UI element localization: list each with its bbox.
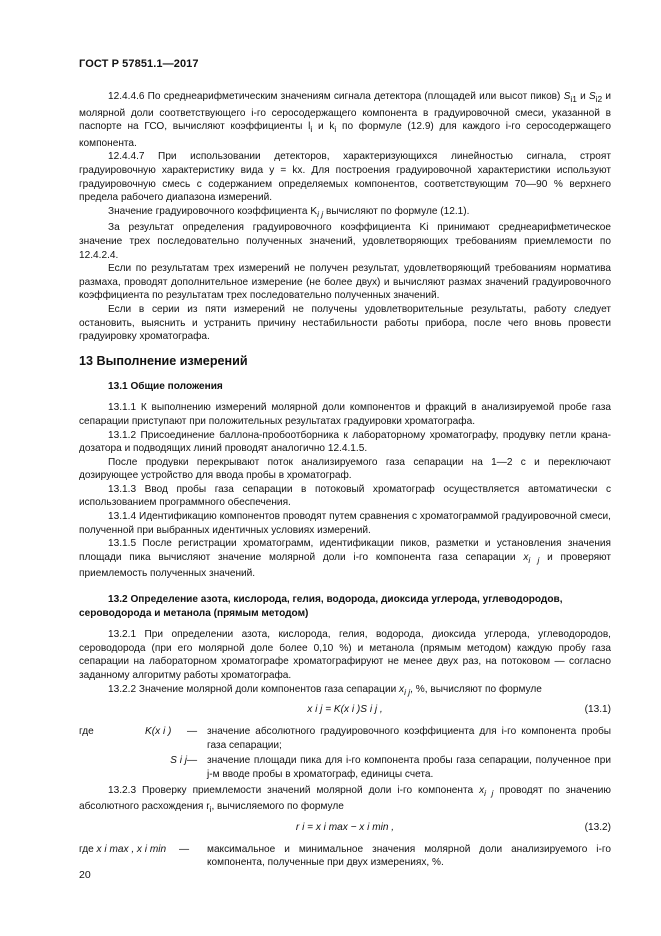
paragraph-13-1-2-b: После продувки перекрывают поток анализируемого газа сепарации на 1—2 с и переключают дозирующее устройство для ввода пробы в хроматограф. (79, 456, 611, 482)
formula-13-2-number: (13.2) (584, 821, 611, 833)
document-body (79, 90, 611, 870)
paragraph-13-1-5: 13.1.5 После регистрации хроматограмм, идентификации пиков, разметки и установления значения площади пика вычисляют значение молярной доли i-го компонента газа сепарации $x_{i j}$ и проверяют приемлемость полученных значений. (79, 538, 612, 580)
formula-13-1-number: (13.1) (584, 704, 611, 716)
formula-13-2 (79, 817, 611, 841)
where-item-x (79, 843, 611, 870)
paragraph-result: За результат определения градуировочного коэффициента Ki принимают среднеарифметическое значение трех последовательно полученных значений, удовлетворяющих требованиям приемлемости по 12.4.2.4. (79, 222, 611, 261)
where-symbol-s: S i j (170, 755, 187, 767)
page-number: 20 (79, 869, 91, 881)
where-item-k (79, 725, 611, 752)
paragraph-12-4-4-6: 12.4.4.6 По среднеарифметическим значениям сигнала детектора (площадей или высот пиков) $S_{i1}$ и $S_{i2}$ и молярной доли соответствующего i-го серосодержащего компонента в градуировочной смеси, указанной в паспорте на ГСО, вычисляют коэффициенты $l_i$ и $k_i$ по формуле (12.9) для каждого i-го серосодержащего компонента. (79, 91, 611, 149)
where-text-x: максимальное и минимальное значения молярной доли анализируемого i-го компонента, полученные при двух измерениях, %. (207, 843, 611, 869)
paragraph-13-2-2: 13.2.2 Значение молярной доли компонентов газа сепарации $x_{i j}$, %, вычисляют по формуле (108, 683, 542, 697)
paragraph-12-4-4-7: 12.4.4.7 При использовании детекторов, характеризующихся линейностью сигнала, строят градуировочную характеристику вида y = kx. Для построения градуировочной характеристики используют градуировочную смесь с содержанием определяемых компонентов, соответствующим 70—90 % верхнего предела рабочего диапазона измерений. (79, 151, 611, 204)
where-text-k: значение абсолютного градуировочного коэффициента для i-го компонента пробы газа сепарации; (207, 726, 611, 751)
where-text-s: значение площади пика для i-го компонента пробы газа сепарации, полученное при j-м вводе пробы в хроматограф, единицы счета. (207, 755, 611, 781)
where-dash: — (179, 843, 190, 855)
paragraph-13-1-1: 13.1.1 К выполнению измерений молярной доли компонентов и фракций в анализируемой пробе газа сепарации приступают при положительных результатах градуировки хроматографа. (79, 402, 611, 427)
where-label-2: где (79, 843, 94, 855)
standard-header: ГОСТ Р 57851.1—2017 (79, 58, 199, 70)
where-label: где (79, 726, 94, 738)
section-13-title: 13 Выполнение измерений (79, 353, 248, 368)
where-dash: — (187, 755, 198, 767)
paragraph-series: Если в серии из пяти измерений не получены удовлетворительные результаты, работу следует остановить, выяснить и устранить причину нестабильности работы прибора, после чего вновь провести градуировку хроматографа. (79, 303, 611, 343)
paragraph-13-1-4: 13.1.4 Идентификацию компонентов проводят путем сравнения с хроматограммой градуировочной смеси, полученной при выбранных идентичных условиях измерений. (79, 511, 611, 536)
section-13-1-title: 13.1 Общие положения (108, 380, 223, 392)
formula-13-2-expression: r i = x i max − x i min , (295, 821, 395, 833)
formula-13-1-expression: x i j = K(x i )S i j , (307, 704, 383, 716)
formula-13-1 (79, 699, 611, 723)
where-symbol-k: K(x i ) (145, 726, 172, 738)
where-symbol-x: x i max , x i min (96, 843, 167, 855)
paragraph-13-1-2: 13.1.2 Присоединение баллона-пробоотборника к лабораторному хроматографу, продувку петли крана-дозатора и подводящих линий проводят аналогично 12.4.1.5. (79, 429, 611, 455)
paragraph-range: Если по результатам трех измерений не получен результат, удовлетворяющий требованиям норматива размаха, проводят дополнительное измерение (не более двух) и вычисляют размах значений градуировочного коэффициента по результатам трех последовательно полученных значений. (79, 263, 611, 302)
section-13-2-title: 13.2 Определение азота, кислорода, гелия, водорода, диоксида углерода, углеводородов, сероводорода и метанола (прямым методом) (79, 594, 563, 619)
paragraph-coefficient: Значение градуировочного коэффициента $K_{i j}$ вычисляют по формуле (12.1). (108, 205, 470, 219)
where-dash: — (187, 726, 198, 738)
paragraph-13-1-3: 13.1.3 Ввод пробы газа сепарации в потоковый хроматограф осуществляется автоматически с использованием программного обеспечения. (79, 483, 611, 509)
paragraph-13-2-1: 13.2.1 При определении азота, кислорода, гелия, водорода, диоксида углерода, углеводородов, сероводорода (при его молярной доле более 0,10 %) и метанола (прямым методом) каждую пробу газа сепарации на лабораторном хроматографе хроматографируют не менее двух раз, на потоковом — согласно заданному алгоритму работы хроматографа. (79, 629, 611, 682)
paragraph-13-2-3: 13.2.3 Проверку приемлемости значений молярной доли i-го компонента $x_{i j}$ проводят по значению абсолютного расхождения $r_i$, вычисляемого по формуле (79, 784, 611, 815)
where-item-s (79, 754, 611, 781)
